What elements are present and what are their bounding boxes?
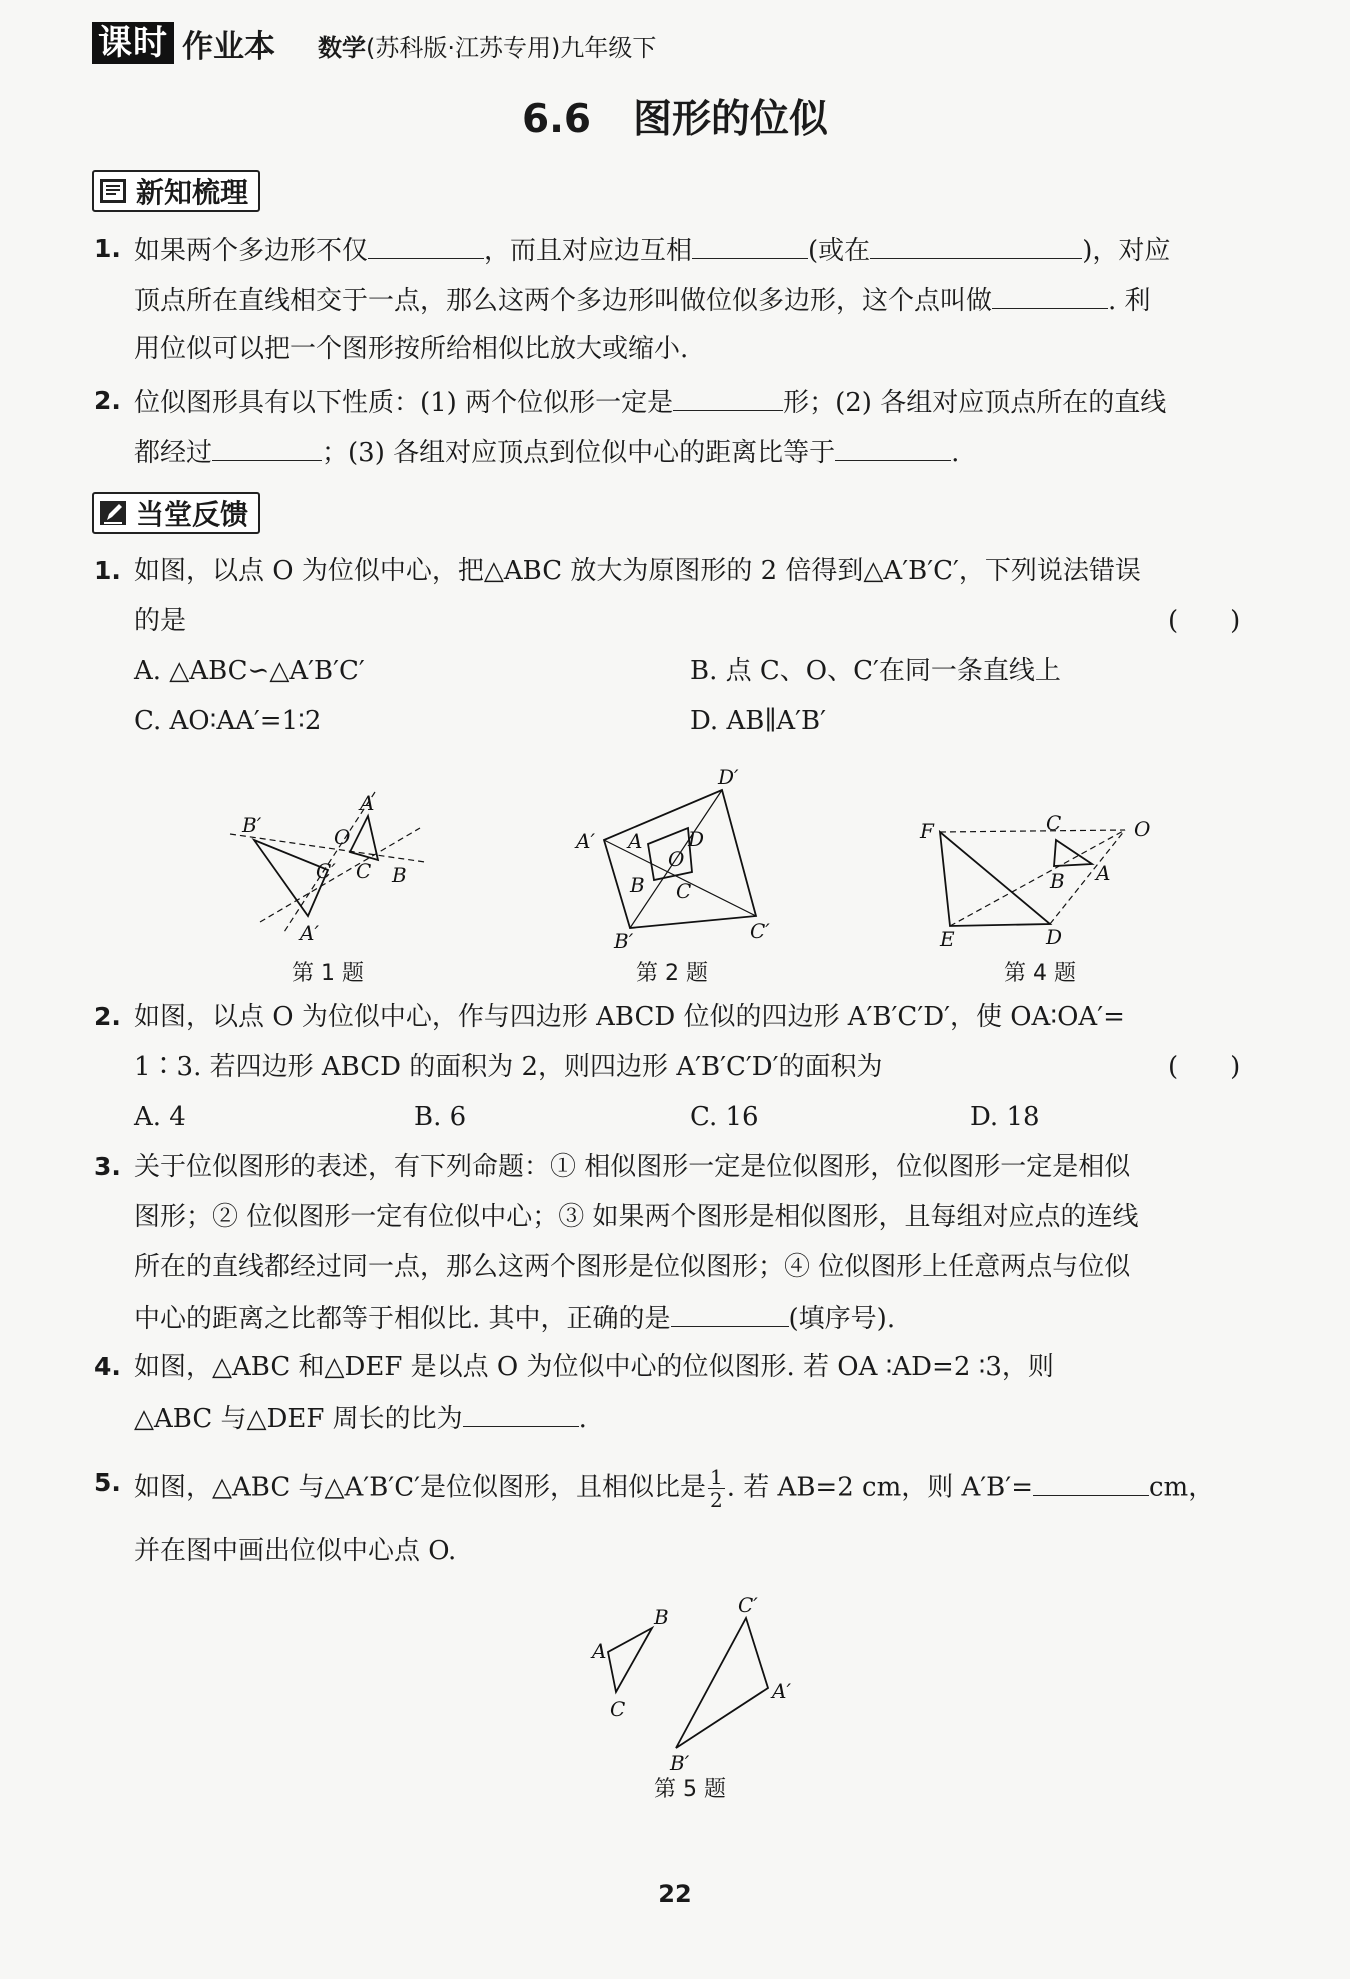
text: )，对应	[1082, 236, 1171, 266]
figure-2-caption: 第 2 题	[636, 961, 708, 986]
text: 都经过	[134, 438, 213, 468]
answer-blank[interactable]	[673, 384, 783, 411]
answer-blank[interactable]	[992, 282, 1108, 309]
answer-blank[interactable]	[212, 434, 322, 461]
label-D: D	[1046, 925, 1063, 949]
option-c[interactable]: C. AO∶AA′=1∶2	[134, 706, 322, 736]
label-A: A	[628, 829, 643, 853]
question-number: 5.	[94, 1468, 121, 1497]
figure-4-caption: 第 4 题	[1004, 961, 1076, 986]
section-tag-new-knowledge	[92, 170, 260, 212]
option-b[interactable]: B. 点 C、O、C′在同一条直线上	[690, 656, 1061, 686]
question-number: 3.	[94, 1152, 121, 1181]
s1-q1-line3: 用位似可以把一个图形按所给相似比放大或缩小.	[134, 334, 689, 364]
s2-q2-line2: 1∶3. 若四边形 ABCD 的面积为 2，则四边形 A′B′C′D′的面积为	[134, 1052, 883, 1082]
label-A: A	[1096, 861, 1111, 885]
label-B-prime: B′	[614, 929, 634, 953]
text: ；(3) 各组对应顶点到位似中心的距离比等于	[322, 438, 836, 468]
option-b[interactable]: B. 6	[414, 1102, 467, 1132]
option-c[interactable]: C. 16	[690, 1102, 759, 1132]
answer-blank[interactable]	[671, 1300, 789, 1327]
text: 如图，△ABC 与△A′B′C′是位似图形，且相似比是	[134, 1472, 707, 1503]
s2-q1-line1: 如图，以点 O 为位似中心，把△ABC 放大为原图形的 2 倍得到△A′B′C′，下列说法错误	[134, 556, 1141, 586]
question-number: 1.	[94, 234, 121, 263]
option-d[interactable]: D. AB∥A′B′	[690, 706, 827, 736]
label-D: D	[688, 827, 705, 851]
text: △ABC 与△DEF 周长的比为	[134, 1404, 463, 1434]
label-C-prime: C′	[316, 859, 336, 883]
label-O: O	[668, 847, 685, 871]
label-A-prime: A′	[772, 1679, 791, 1703]
label-F: F	[920, 819, 934, 843]
s2-q3-line3: 所在的直线都经过同一点，那么这两个图形是位似图形；④ 位似图形上任意两点与位似	[134, 1252, 1131, 1282]
answer-blank[interactable]	[463, 1400, 579, 1427]
s1-q2-line2	[134, 434, 959, 470]
answer-blank[interactable]	[368, 232, 484, 259]
fraction-numerator: 1	[710, 1465, 723, 1489]
pencil-icon	[98, 498, 128, 528]
section-label: 新知梳理	[136, 176, 249, 209]
s1-q1-line2	[134, 282, 1151, 318]
text: .	[578, 1404, 587, 1434]
fraction-denominator: 2	[710, 1488, 723, 1512]
text: ，而且对应边互相	[484, 236, 693, 266]
s2-q5-line1	[134, 1466, 1214, 1511]
s2-q2-line1: 如图，以点 O 为位似中心，作与四边形 ABCD 位似的四边形 A′B′C′D′，使 OA∶OA′=	[134, 1002, 1125, 1032]
section-title: 图形的位似	[633, 97, 829, 142]
answer-parentheses[interactable]: ( )	[1168, 1052, 1241, 1082]
answer-blank[interactable]	[692, 232, 808, 259]
s2-q4-line1: 如图，△ABC 和△DEF 是以点 O 为位似中心的位似图形. 若 OA ∶AD=2 ∶3，则	[134, 1352, 1054, 1382]
label-C: C	[610, 1697, 626, 1721]
question-number: 4.	[94, 1352, 121, 1381]
label-A-prime: A′	[576, 829, 595, 853]
text: (或在	[808, 236, 871, 266]
s2-q1-line2: 的是	[134, 606, 187, 636]
text: 顶点所在直线相交于一点，那么这两个多边形叫做位似多边形，这个点叫做	[134, 286, 993, 316]
label-B: B	[654, 1605, 669, 1629]
answer-blank[interactable]	[835, 434, 951, 461]
text: . 若 AB=2 cm，则 A′B′=	[726, 1472, 1033, 1503]
label-B: B	[392, 863, 407, 887]
label-O: O	[334, 825, 351, 849]
label-B: B	[630, 873, 645, 897]
section-number: 6.6	[521, 97, 592, 142]
text: (填序号).	[788, 1304, 896, 1334]
label-C: C	[1046, 811, 1062, 835]
page-number: 22	[658, 1880, 692, 1908]
s2-q3-line2: 图形；② 位似图形一定有位似中心；③ 如果两个图形是相似图形，且每组对应点的连线	[134, 1202, 1139, 1232]
text: 位似图形具有以下性质：(1) 两个位似形一定是	[134, 388, 674, 418]
book-icon	[98, 176, 128, 206]
label-C: C	[356, 859, 372, 883]
brand-name: 作业本	[182, 28, 275, 65]
question-number: 2.	[94, 386, 121, 415]
label-B-prime: B′	[670, 1751, 690, 1774]
s1-q1-line1	[134, 232, 1170, 268]
text: . 利	[1108, 286, 1151, 316]
s1-q2-line1	[134, 384, 1166, 420]
figure-2	[568, 756, 788, 956]
figure-5[interactable]	[578, 1594, 818, 1774]
label-B-prime: B′	[242, 813, 262, 837]
figure-1	[220, 782, 440, 952]
label-D-prime: D′	[718, 765, 739, 789]
label-C-prime: C′	[750, 919, 770, 943]
question-number: 2.	[94, 1002, 121, 1031]
text: 如果两个多边形不仅	[134, 236, 369, 266]
text: 形；(2) 各组对应顶点所在的直线	[783, 388, 1167, 418]
answer-blank[interactable]	[1033, 1469, 1149, 1496]
edition: (苏科版·江苏专用)九年级下	[366, 34, 657, 62]
section-label: 当堂反馈	[136, 498, 249, 531]
label-C: C	[676, 879, 692, 903]
subject: 数学	[318, 34, 366, 62]
figure-5-caption: 第 5 题	[654, 1777, 726, 1802]
header-subtitle	[318, 28, 656, 63]
label-O: O	[1134, 817, 1151, 841]
text: 中心的距离之比都等于相似比. 其中，正确的是	[134, 1304, 671, 1334]
label-B: B	[1050, 869, 1065, 893]
text: cm，	[1148, 1472, 1215, 1503]
label-A: A	[360, 791, 375, 815]
answer-blank[interactable]	[870, 232, 1082, 259]
label-E: E	[940, 927, 955, 951]
figure-1-caption: 第 1 题	[292, 961, 364, 986]
s2-q4-line2	[134, 1400, 587, 1436]
option-a[interactable]: A. △ABC∽△A′B′C′	[134, 656, 365, 686]
fraction	[708, 1466, 725, 1511]
section-tag-feedback	[92, 492, 260, 534]
option-a[interactable]: A. 4	[134, 1102, 186, 1132]
brand-box: 课时	[92, 22, 174, 64]
s2-q3-line4	[134, 1300, 895, 1336]
option-d[interactable]: D. 18	[970, 1102, 1040, 1132]
label-A: A	[592, 1639, 607, 1663]
label-C-prime: C′	[738, 1594, 758, 1617]
brand-logo	[92, 22, 275, 64]
figure-4	[910, 806, 1160, 956]
question-number: 1.	[94, 556, 121, 585]
s2-q3-line1: 关于位似图形的表述，有下列命题：① 相似图形一定是位似图形，位似图形一定是相似	[134, 1152, 1131, 1182]
page-title	[0, 88, 1350, 144]
label-A-prime: A′	[300, 921, 319, 945]
s2-q5-line2: 并在图中画出位似中心点 O.	[134, 1536, 457, 1566]
answer-parentheses[interactable]: ( )	[1168, 606, 1241, 636]
text: .	[951, 438, 960, 468]
